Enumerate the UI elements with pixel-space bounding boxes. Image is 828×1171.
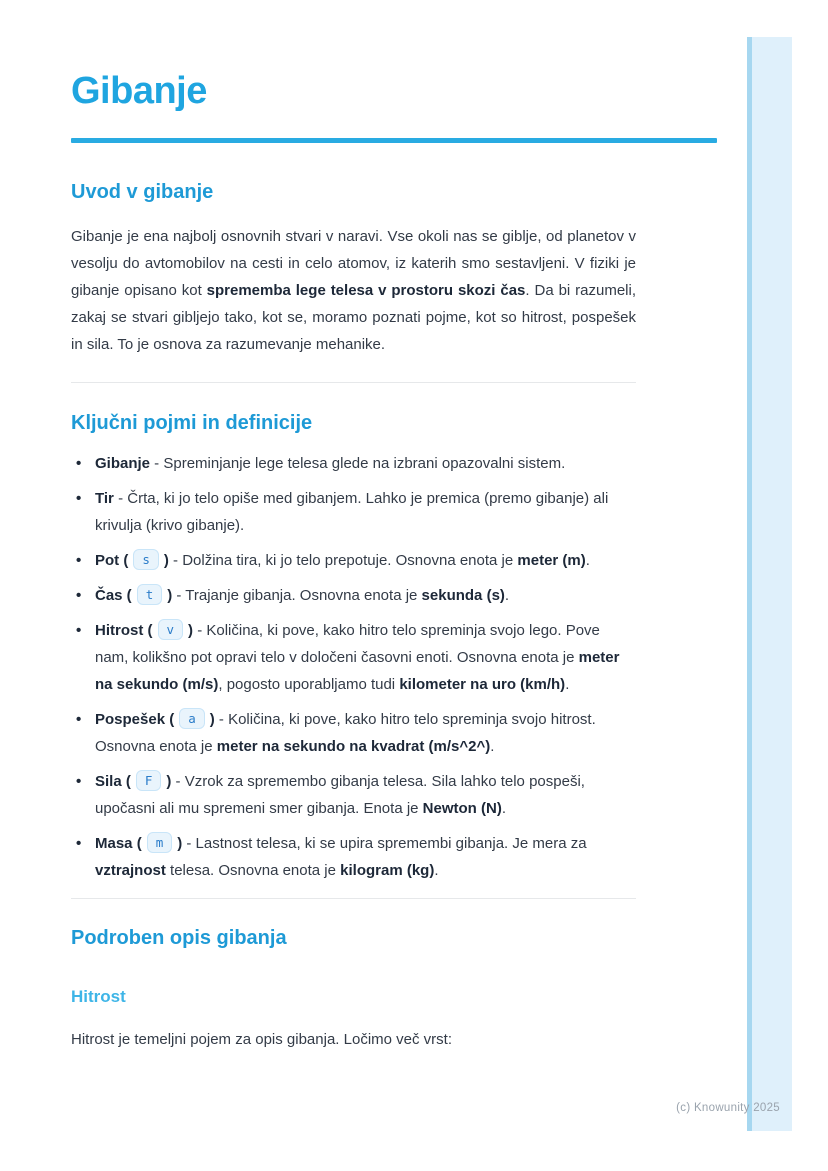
bold-text: vztrajnost: [95, 862, 166, 879]
inline-code-badge: a: [179, 708, 205, 729]
concepts-list: [71, 450, 636, 884]
bold-text: Masa (: [95, 835, 142, 852]
bold-text: meter (m): [517, 552, 586, 569]
bold-text: ): [166, 773, 172, 790]
title-underline-rule: [71, 138, 717, 143]
inline-code-badge: s: [133, 549, 159, 570]
bold-text: ): [167, 587, 173, 604]
section-heading-intro: Uvod v gibanje: [71, 181, 214, 203]
text-segment: .: [585, 552, 590, 569]
bold-text: meter na sekundo (m/s): [95, 649, 620, 693]
bold-text: Newton (N): [422, 800, 502, 817]
bold-text: Pospešek (: [95, 711, 175, 728]
list-item-masa: [71, 830, 636, 884]
bold-text: ): [177, 835, 183, 852]
bold-text: Gibanje: [95, 455, 151, 472]
bold-text: sprememba lege telesa v prostoru skozi čas: [206, 282, 526, 299]
bold-text: meter na sekundo na kvadrat (m/s^2^): [216, 738, 491, 755]
section-heading-detail: Podroben opis gibanja: [71, 927, 287, 949]
document-content: [71, 0, 717, 1053]
text-segment: - Trajanje gibanja. Osnovna enota je: [172, 587, 422, 604]
bold-text: sekunda (s): [421, 587, 505, 604]
text-segment: - Vzrok za spremembo gibanja telesa. Sila lahko telo pospeši, upočasni ali mu spremeni smer gibanja. Enota je: [95, 773, 585, 817]
text-segment: .: [434, 862, 439, 879]
list-item-cas: [71, 582, 636, 609]
text-segment: - Dolžina tira, ki jo telo prepotuje. Osnovna enota je: [168, 552, 518, 569]
subsection-heading-hitrost: Hitrost: [71, 987, 126, 1006]
bold-text: Sila (: [95, 773, 131, 790]
detail-paragraph: [71, 1026, 636, 1053]
bold-text: ): [163, 552, 169, 569]
inline-code-badge: t: [137, 584, 163, 605]
text-segment: . Da bi razumeli, zakaj se stvari gibljejo tako, kot se, moramo poznati pojme, kot so hitrost, pospešek in sila. To je osnova za razumevanje mehanike.: [71, 282, 636, 353]
text-segment: .: [501, 800, 506, 817]
text-segment: .: [504, 587, 510, 604]
list-item-sila: [71, 768, 636, 822]
list-item-pospesek: [71, 706, 636, 760]
text-segment: .: [565, 676, 570, 693]
text-segment: - Količina, ki pove, kako hitro telo spreminja svojo lego. Pove nam, kolikšno pot opravi telo v določeni časovni enoti. Osnovna enota je: [95, 622, 600, 666]
bold-text: ): [188, 622, 194, 639]
text-segment: , pogosto uporabljamo tudi: [218, 676, 400, 693]
section-divider: [71, 898, 636, 899]
list-item-hitrost: [71, 617, 636, 698]
list-item-tir: [71, 485, 636, 539]
text-segment: - Lastnost telesa, ki se upira spremembi gibanja. Je mera za: [182, 835, 587, 852]
bold-text: kilogram (kg): [340, 862, 435, 879]
inline-code-badge: v: [158, 619, 184, 640]
section-heading-concepts: Ključni pojmi in definicije: [71, 412, 313, 434]
copyright-footer: (c) Knowunity 2025: [676, 1102, 780, 1114]
text-segment: Gibanje je ena najbolj osnovnih stvari v naravi. Vse okoli nas se giblje, od planetov v vesolju do avtomobilov na cesti in celo atomov, iz katerih smo sestavljeni. V fiziki je gibanje opisano kot: [71, 228, 636, 299]
bold-text: Hitrost (: [95, 622, 153, 639]
inline-code-badge: F: [136, 770, 162, 791]
text-segment: - Količina, ki pove, kako hitro telo spreminja svojo hitrost. Osnovna enota je: [95, 711, 596, 755]
text-segment: Hitrost je temeljni pojem za opis gibanja. Ločimo več vrst:: [71, 1031, 452, 1048]
text-segment: - Črta, ki jo telo opiše med gibanjem. Lahko je premica (premo gibanje) ali krivulja (krivo gibanje).: [95, 490, 609, 534]
page-title: Gibanje: [71, 70, 207, 112]
page-edge-accent-bar: [747, 37, 792, 1131]
bold-text: kilometer na uro (km/h): [399, 676, 566, 693]
list-item-pot: [71, 547, 636, 574]
bold-text: ): [209, 711, 215, 728]
bold-text: Čas (: [95, 587, 132, 604]
inline-code-badge: m: [147, 832, 173, 853]
intro-paragraph: [71, 223, 636, 358]
bold-text: Tir: [95, 490, 114, 507]
section-divider: [71, 382, 636, 383]
list-item-gibanje: [71, 450, 636, 477]
bold-text: Pot (: [95, 552, 129, 569]
text-segment: telesa. Osnovna enota je: [165, 862, 341, 879]
text-segment: .: [490, 738, 495, 755]
text-segment: - Spreminjanje lege telesa glede na izbrani opazovalni sistem.: [150, 455, 566, 472]
